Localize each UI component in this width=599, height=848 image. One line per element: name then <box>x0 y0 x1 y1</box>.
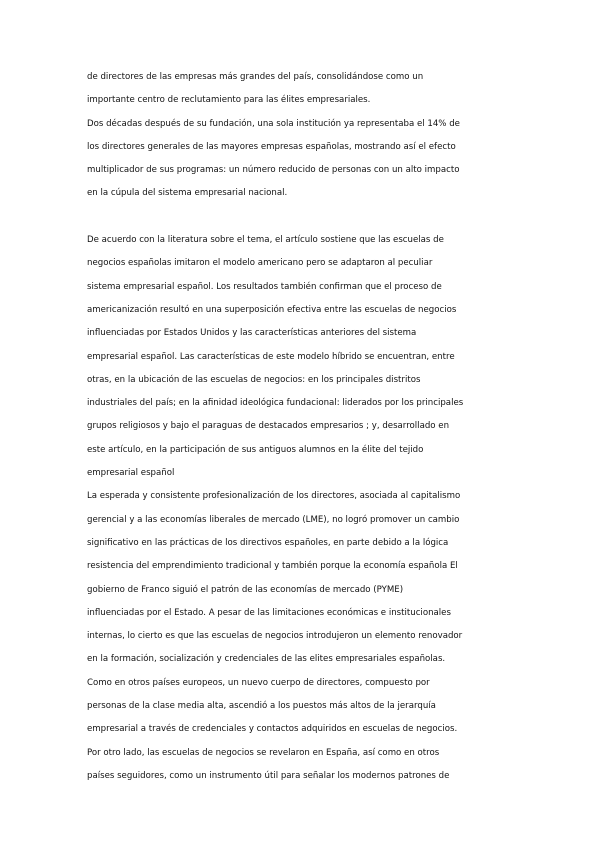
text-line: sistema empresarial español. Los resultados también confirman que el proceso de <box>87 281 442 292</box>
text-line: negocios españolas imitaron el modelo americano pero se adaptaron al peculiar <box>87 258 433 269</box>
text-line: de directores de las empresas más grandes del país, consolidándose como un <box>87 72 424 82</box>
text-line: industriales del país; en la afinidad ideológica fundacional: liderados por los principales <box>87 398 464 409</box>
text-line: influenciadas por Estados Unidos y las características anteriores del sistema <box>87 328 417 339</box>
text-line: empresarial a través de credenciales y contactos adquiridos en escuelas de negocios. <box>87 724 458 735</box>
text-line: De acuerdo con la literatura sobre el tema, el artículo sostiene que las escuelas de <box>87 235 444 246</box>
text-line: resistencia del emprendimiento tradicional y también porque la economía española El <box>87 561 458 572</box>
text-line: los directores generales de las mayores empresas españolas, mostrando así el efecto <box>87 141 456 152</box>
text-line: este artículo, en la participación de sus antiguos alumnos en la élite del tejido <box>87 444 424 455</box>
paragraph-gap <box>87 206 487 229</box>
text-line: en la formación, socialización y credenciales de las elites empresariales españolas. <box>87 654 446 665</box>
body-text <box>87 66 487 788</box>
text-line: empresarial español <box>87 468 175 479</box>
text-line: Dos décadas después de su fundación, una sola institución ya representaba el 14% de <box>87 118 460 129</box>
text-line: multiplicador de sus programas: un número reducido de personas con un alto impacto <box>87 165 460 176</box>
text-line: empresarial español. Las características de este modelo híbrido se encuentran, entre <box>87 351 455 362</box>
text-line: importante centro de reclutamiento para las élites empresariales. <box>87 95 371 106</box>
text-line: grupos religiosos y bajo el paraguas de destacados empresarios ; y, desarrollado en <box>87 421 450 432</box>
text-line: países seguidores, como un instrumento útil para señalar los modernos patrones de <box>87 770 450 781</box>
text-line: Por otro lado, las escuelas de negocios se revelaron en España, así como en otros <box>87 747 440 758</box>
text-line: internas, lo cierto es que las escuelas de negocios introdujeron un elemento renovador <box>87 631 463 642</box>
text-line: gerencial y a las economías liberales de mercado (LME), no logró promover un cambio <box>87 514 460 525</box>
text-line: significativo en las prácticas de los directivos españoles, en parte debido a la lógica <box>87 537 449 548</box>
text-line: Como en otros países europeos, un nuevo cuerpo de directores, compuesto por <box>87 677 430 688</box>
text-line: en la cúpula del sistema empresarial nacional. <box>87 188 288 199</box>
text-line: La esperada y consistente profesionalización de los directores, asociada al capitalismo <box>87 491 461 502</box>
text-line: gobierno de Franco siguió el patrón de las economías de mercado (PYME) <box>87 584 404 595</box>
text-line: personas de la clase media alta, ascendió a los puestos más altos de la jerarquía <box>87 701 436 712</box>
text-line: influenciadas por el Estado. A pesar de las limitaciones económicas e institucionales <box>87 607 451 618</box>
text-line: americanización resultó en una superposición efectiva entre las escuelas de negocios <box>87 304 457 315</box>
text-line: otras, en la ubicación de las escuelas de negocios: en los principales distritos <box>87 374 421 385</box>
